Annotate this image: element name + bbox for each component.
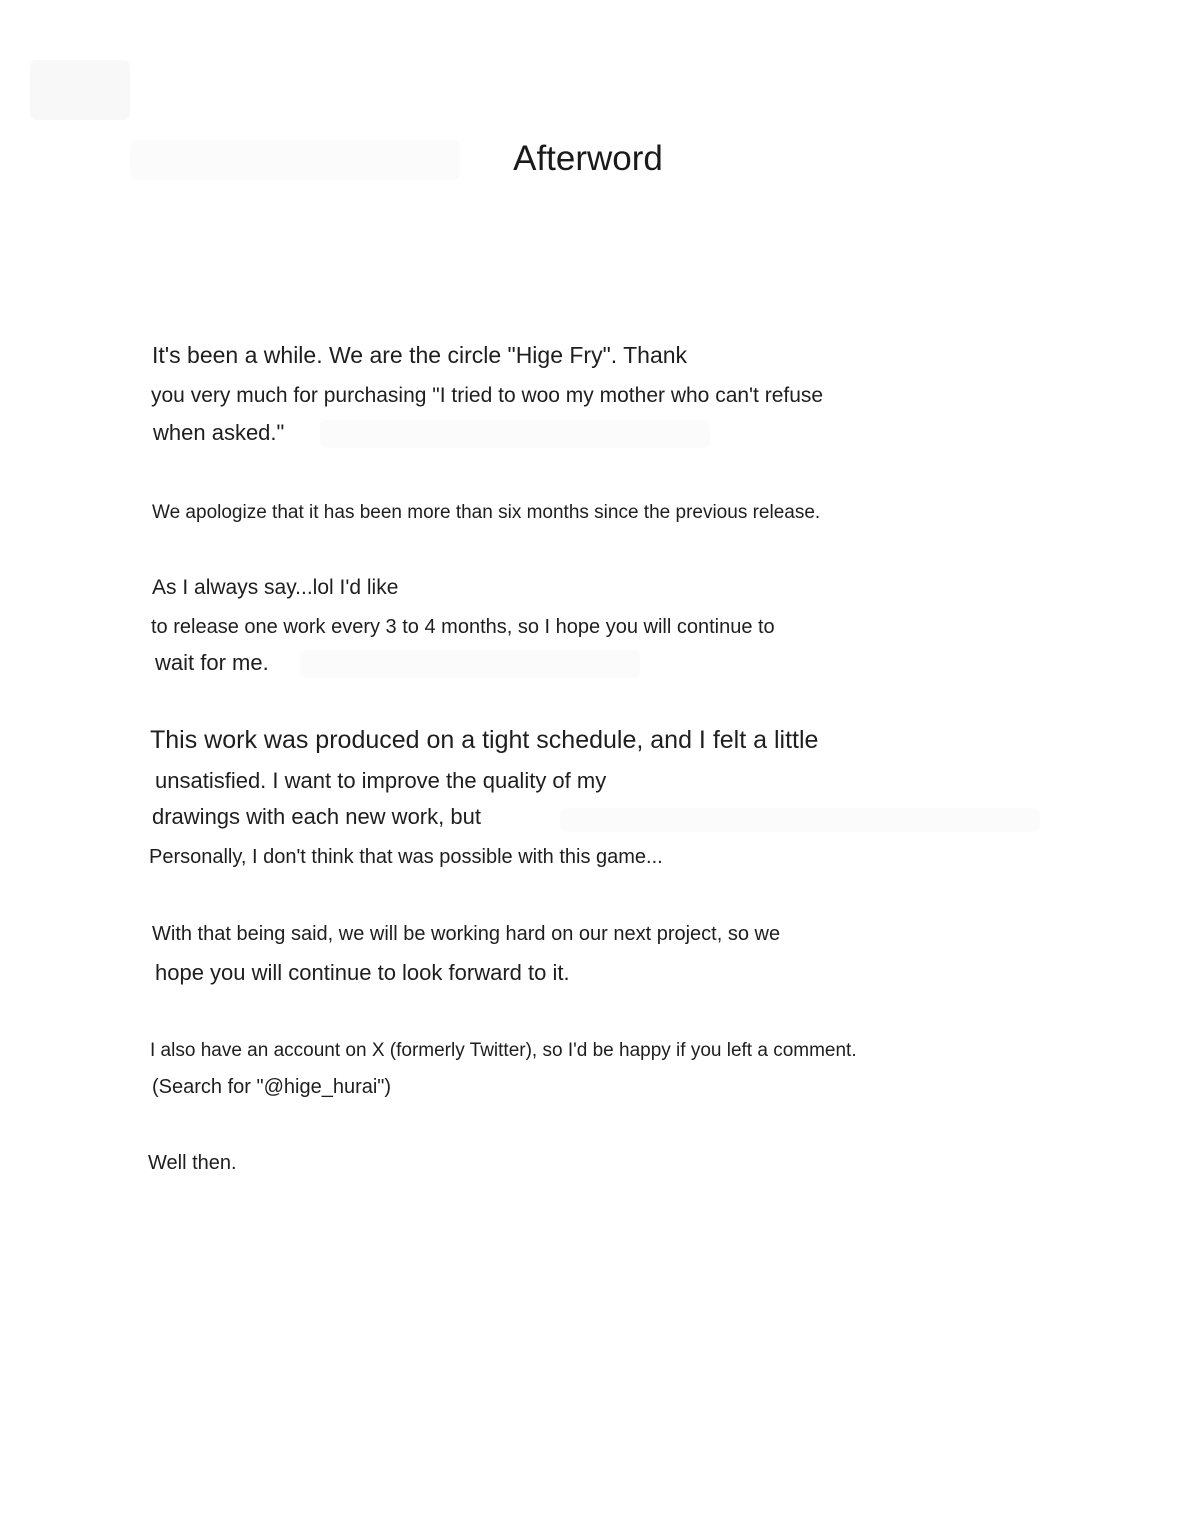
page-title: Afterword bbox=[513, 139, 663, 178]
scan-artifact bbox=[30, 60, 130, 120]
text-line: Well then. bbox=[148, 1152, 237, 1174]
text-line: It's been a while. We are the circle "Hige Fry". Thank bbox=[152, 342, 688, 368]
text-line: We apologize that it has been more than six months since the previous release. bbox=[152, 502, 821, 523]
text-line: you very much for purchasing "I tried to woo my mother who can't refuse bbox=[151, 384, 824, 407]
text-line: (Search for "@hige_hurai") bbox=[152, 1076, 392, 1098]
scan-artifact bbox=[560, 808, 1040, 832]
scan-artifact bbox=[300, 650, 640, 678]
text-line: As I always say...lol I'd like bbox=[152, 576, 399, 599]
text-line: This work was produced on a tight schedule, and I felt a little bbox=[150, 726, 819, 754]
text-line: drawings with each new work, but bbox=[152, 804, 481, 829]
text-line: hope you will continue to look forward to it. bbox=[155, 960, 570, 985]
text-line: wait for me. bbox=[155, 650, 269, 675]
text-line: when asked." bbox=[153, 420, 285, 445]
scan-artifact bbox=[320, 420, 710, 448]
text-line: to release one work every 3 to 4 months, so I hope you will continue to bbox=[151, 616, 775, 638]
text-line: I also have an account on X (formerly Twitter), so I'd be happy if you left a comment. bbox=[150, 1040, 857, 1061]
text-line: unsatisfied. I want to improve the quality of my bbox=[155, 768, 607, 793]
text-line: With that being said, we will be working hard on our next project, so we bbox=[152, 923, 781, 945]
text-line: Personally, I don't think that was possible with this game... bbox=[149, 846, 663, 868]
